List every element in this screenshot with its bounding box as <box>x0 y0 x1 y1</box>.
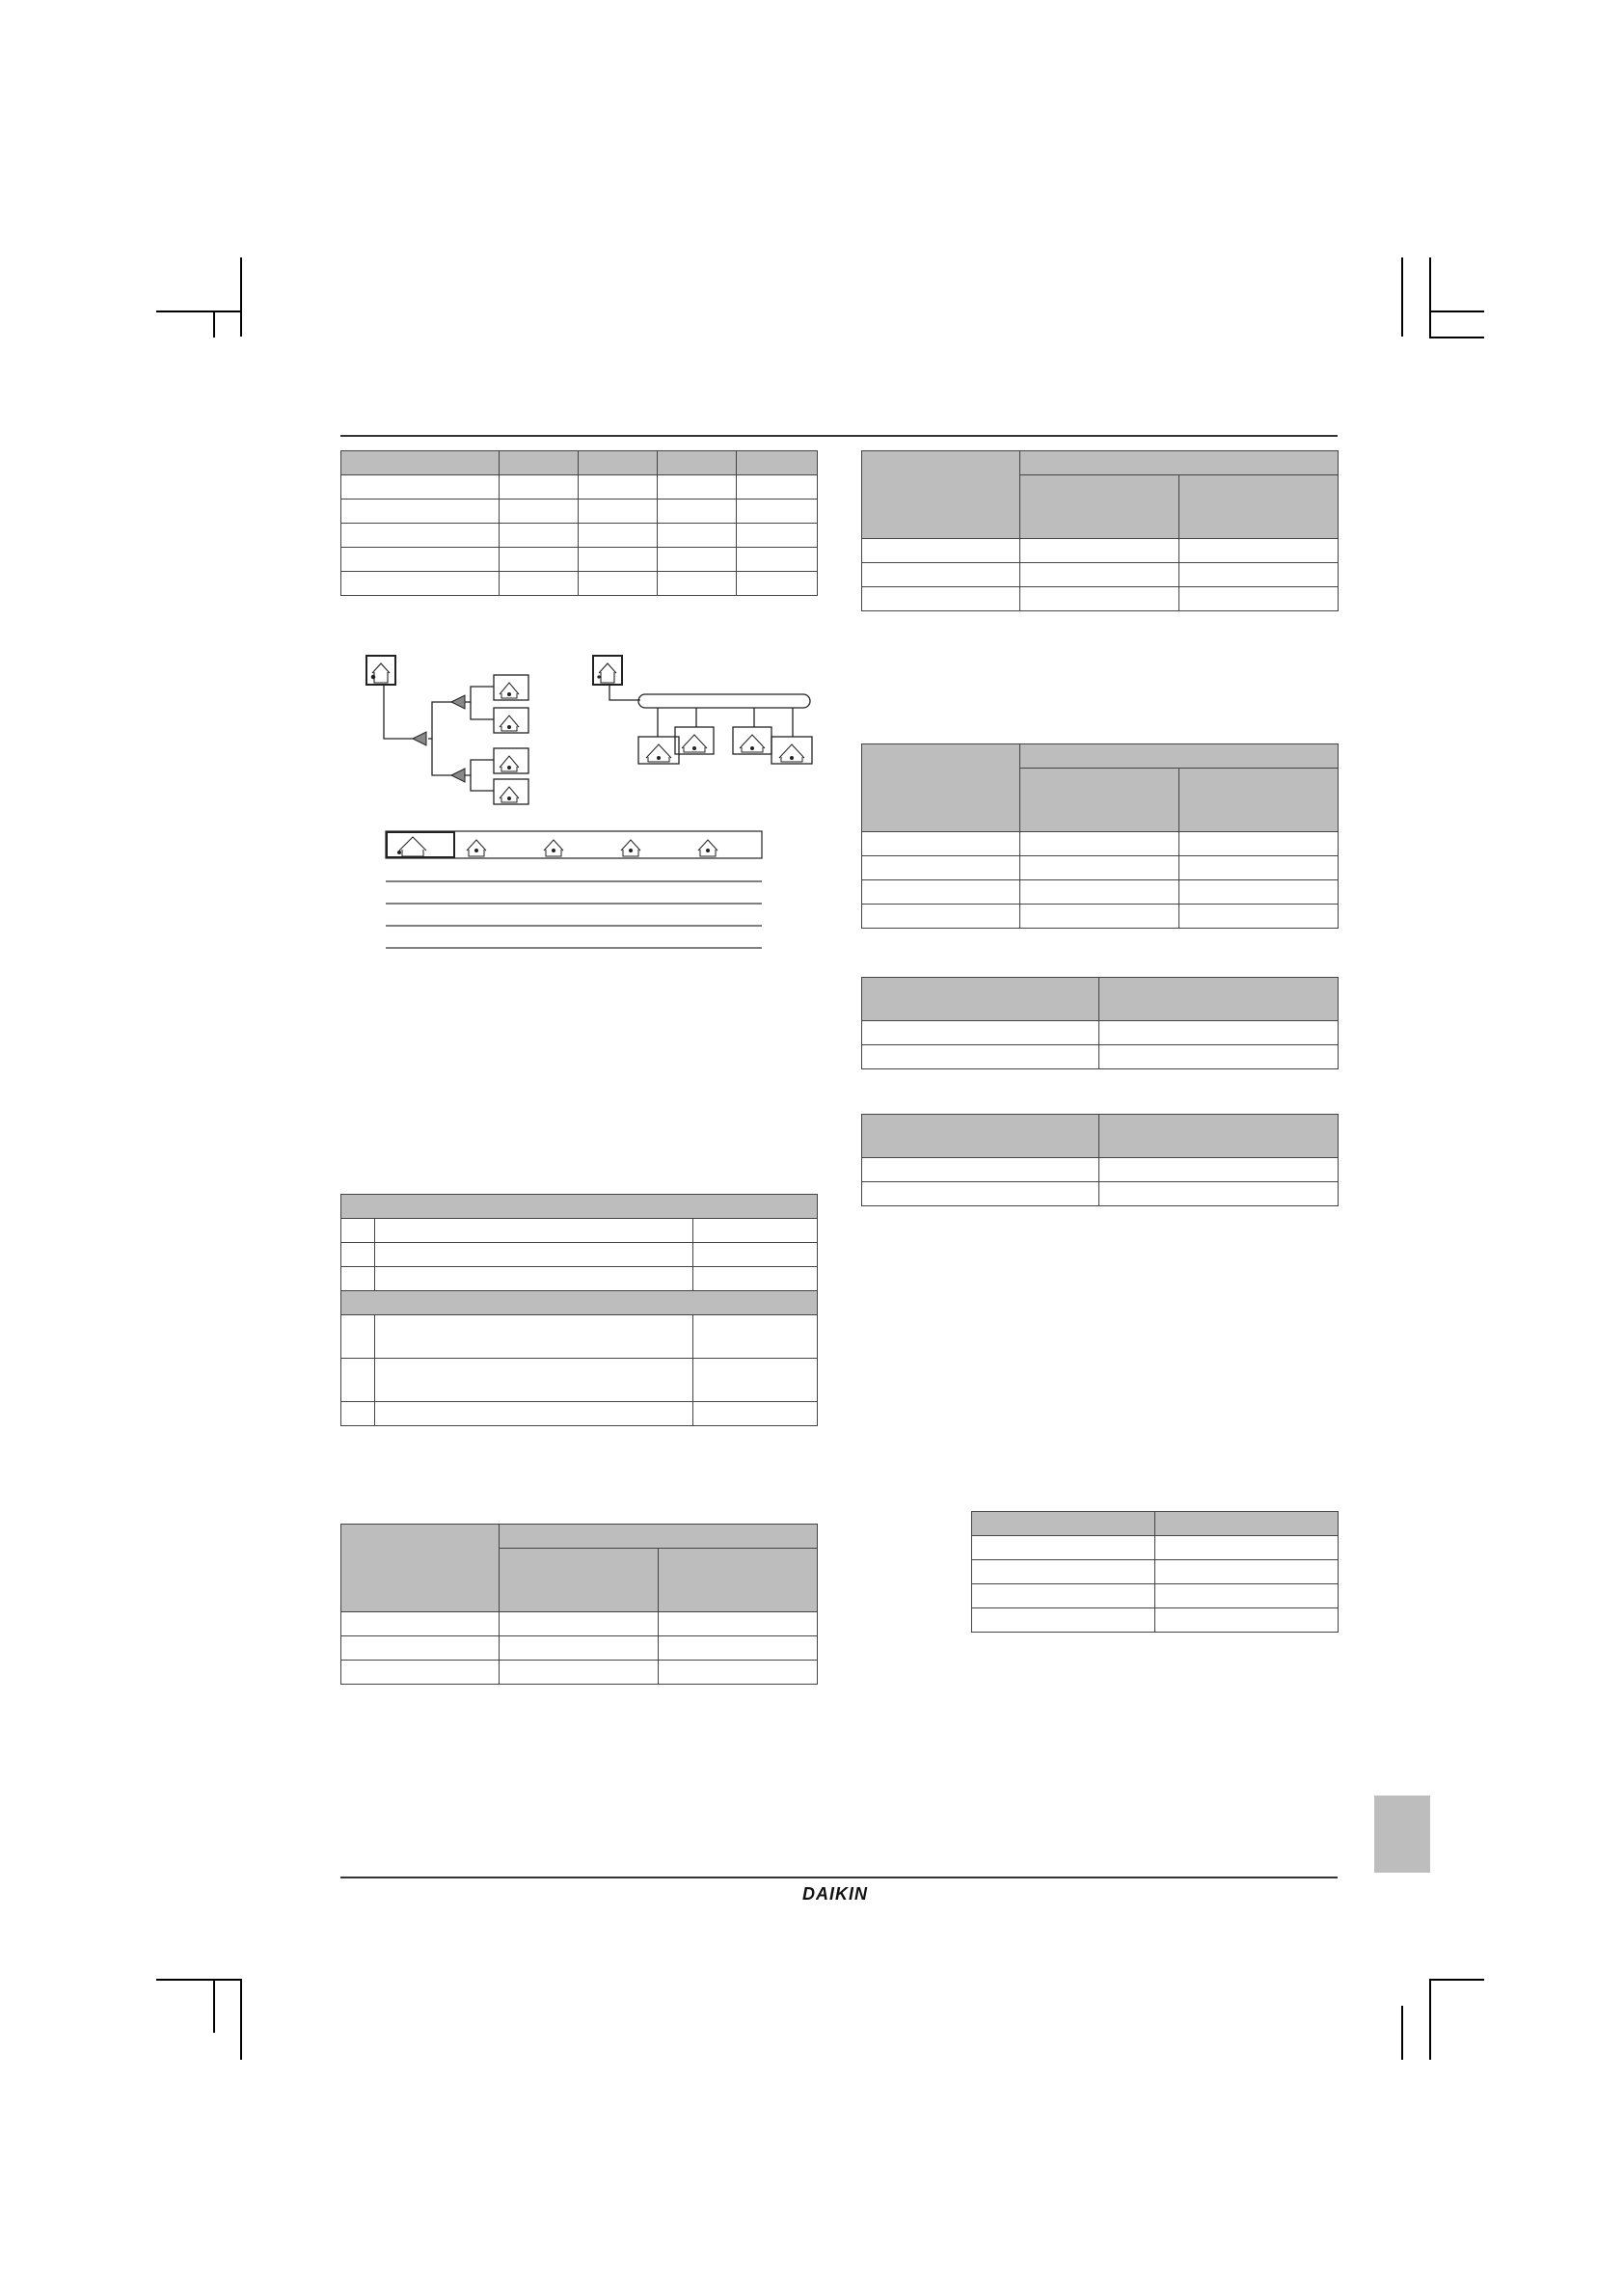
table-row <box>341 475 818 500</box>
table-1 <box>340 450 818 596</box>
section-header-row <box>341 1195 818 1219</box>
table-row <box>862 1045 1339 1069</box>
table-row <box>862 587 1339 611</box>
section-header-row <box>341 1291 818 1315</box>
table-row <box>341 1359 818 1402</box>
table-header-row <box>341 451 818 475</box>
table-row <box>972 1608 1339 1633</box>
table-row <box>862 1158 1339 1182</box>
table-row <box>972 1584 1339 1608</box>
table-row <box>862 1182 1339 1206</box>
table-row <box>862 563 1339 587</box>
table-row <box>972 1536 1339 1560</box>
piping-configuration-diagram <box>357 646 820 955</box>
table-row <box>862 1021 1339 1045</box>
table-row <box>341 548 818 572</box>
table-header-row <box>862 978 1339 1021</box>
table-row <box>862 880 1339 905</box>
table-7 <box>861 1114 1339 1206</box>
table-row <box>341 1636 818 1661</box>
table-row <box>341 1661 818 1685</box>
table-row <box>341 500 818 524</box>
page-thumb-tab <box>1374 1796 1430 1873</box>
table-5 <box>861 743 1339 929</box>
table-row <box>341 572 818 596</box>
table-row <box>341 1267 818 1291</box>
table-row <box>341 1315 818 1359</box>
footer-rule <box>340 1877 1338 1878</box>
table-row <box>341 1612 818 1636</box>
table-row <box>341 524 818 548</box>
brand-logo: DAIKIN <box>802 1884 868 1904</box>
table-header-row <box>972 1512 1339 1536</box>
table-row <box>341 1402 818 1426</box>
table-row <box>341 1219 818 1243</box>
table-header-row <box>862 451 1339 475</box>
table-row <box>341 1243 818 1267</box>
table-header-row <box>862 744 1339 769</box>
table-row <box>972 1560 1339 1584</box>
table-header-row <box>862 1115 1339 1158</box>
table-row <box>862 905 1339 929</box>
table-4 <box>861 450 1339 611</box>
table-row <box>862 832 1339 856</box>
table-3 <box>340 1524 818 1685</box>
table-row <box>862 856 1339 880</box>
table-2 <box>340 1194 818 1426</box>
header-rule <box>340 435 1338 437</box>
table-6 <box>861 977 1339 1069</box>
table-row <box>862 539 1339 563</box>
table-header-row <box>341 1525 818 1549</box>
table-8 <box>971 1511 1339 1633</box>
